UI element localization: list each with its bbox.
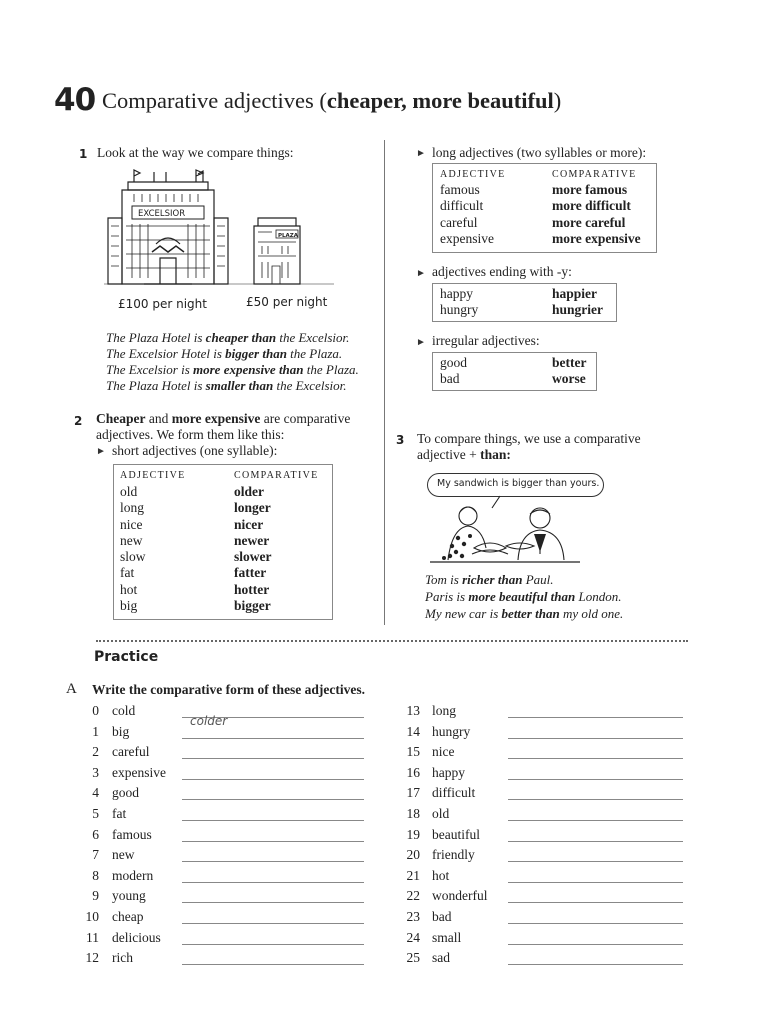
table-header-comparative: COMPARATIVE (234, 470, 319, 481)
exercise-item (0, 950, 768, 968)
exercise-number: 3 (92, 764, 99, 780)
exercise-adjective: new (112, 847, 135, 863)
exercise-number: 22 (406, 888, 420, 904)
exercise-number: 4 (92, 785, 99, 801)
answer-field[interactable] (508, 738, 683, 739)
section-2-line-2: adjectives. We form them like this: (96, 427, 285, 442)
excelsior-sign: EXCELSIOR (138, 209, 186, 219)
exercise-adjective: hungry (432, 723, 471, 739)
exercise-adjective: friendly (432, 847, 475, 863)
answer-field[interactable] (508, 758, 683, 759)
exercise-number: 9 (92, 888, 99, 904)
table-row: happy hungry (440, 286, 479, 318)
column-divider (384, 140, 385, 625)
exercise-item (0, 888, 768, 906)
unit-title: Comparative adjectives (cheaper, more beautiful) (102, 88, 562, 113)
hotels-illustration (104, 166, 344, 292)
exercise-number: 7 (92, 847, 99, 863)
exercise-number: 13 (406, 703, 420, 718)
exercise-adjective: long (432, 703, 457, 718)
plaza-sign: PLAZA (278, 233, 299, 239)
answer-field[interactable] (508, 882, 683, 883)
exercise-adjective: happy (432, 764, 465, 780)
table-row: happier hungrier (552, 286, 604, 318)
section-1-intro: Look at the way we compare things: (97, 145, 294, 160)
exercise-item (0, 703, 768, 721)
answer-field[interactable] (508, 820, 683, 821)
exercise-adjective: expensive (112, 764, 166, 780)
table-header-comparative: COMPARATIVE (552, 169, 637, 180)
answer-field[interactable] (508, 923, 683, 924)
section-2-line-1: Cheaper and more expensive are comparative (96, 411, 351, 426)
exercise-item (0, 765, 768, 783)
exercise-adjective: small (432, 929, 462, 945)
exercise-letter: A (66, 681, 77, 697)
speech-bubble-text: My sandwich is bigger than yours. (437, 478, 600, 489)
exercise-adjective: young (112, 888, 146, 904)
exercise-adjective: bad (432, 909, 452, 924)
exercise-adjective: good (112, 785, 139, 801)
arrow-bullet-icon: ► (416, 268, 426, 279)
example-sentence: The Plaza Hotel is smaller than the Excelsior. (106, 378, 347, 393)
exercise-adjective: careful (112, 744, 150, 760)
example-sentence: The Excelsior is more expensive than the Plaza. (106, 362, 359, 377)
exercise-instruction: Write the comparative form of these adjectives. (92, 682, 366, 697)
irregular-adjectives-table (432, 352, 597, 391)
exercise-adjective: difficult (432, 785, 476, 801)
table-row: old long nice new slow fat hot big (120, 484, 146, 614)
exercise-adjective: hot (432, 867, 450, 883)
exercise-number: 10 (85, 909, 99, 924)
price-plaza: £50 per night (246, 295, 328, 309)
answer-field[interactable] (508, 717, 683, 718)
exercise-adjective: famous (112, 826, 152, 842)
exercise-item (0, 806, 768, 824)
exercise-number: 14 (406, 723, 420, 739)
exercise-number: 1 (92, 723, 99, 739)
y-adjectives-table (432, 283, 617, 322)
example-sentence: Paris is more beautiful than London. (425, 589, 622, 604)
exercise-adjective: rich (112, 950, 133, 966)
exercise-adjective: fat (112, 806, 127, 821)
exercise-adjective: cheap (112, 909, 144, 924)
exercise-number: 12 (85, 950, 99, 966)
short-adjectives-label: short adjectives (one syllable): (112, 443, 278, 458)
answer-field[interactable] (508, 841, 683, 842)
exercise-item (0, 744, 768, 762)
exercise-number: 15 (406, 744, 420, 760)
exercise-item (0, 827, 768, 845)
arrow-bullet-icon: ► (416, 337, 426, 348)
section-1-number: 1 (79, 147, 88, 161)
exercise-number: 21 (406, 867, 420, 883)
exercise-adjective: wonderful (432, 888, 488, 904)
answer-field[interactable] (508, 799, 683, 800)
exercise-number: 5 (92, 806, 99, 821)
answer-field[interactable] (508, 964, 683, 965)
exercise-item (0, 724, 768, 742)
exercise-number: 2 (92, 744, 99, 760)
exercise-number: 20 (406, 847, 420, 863)
table-row: better worse (552, 355, 587, 387)
table-row: older longer nicer newer slower fatter hotter bigger (234, 484, 272, 614)
answer-field[interactable] (508, 779, 683, 780)
example-sentence: The Excelsior Hotel is bigger than the Plaza. (106, 346, 343, 361)
table-header-adjective: ADJECTIVE (440, 169, 506, 180)
exercise-number: 16 (406, 764, 420, 780)
table-header-adjective: ADJECTIVE (120, 470, 186, 481)
exercise-number: 24 (406, 929, 420, 945)
dotted-divider (96, 640, 688, 642)
section-3-line-2: adjective + than: (417, 447, 511, 462)
long-adjectives-table (432, 163, 657, 253)
exercise-number: 25 (406, 950, 420, 966)
long-adjectives-label: long adjectives (two syllables or more): (432, 145, 647, 160)
exercise-adjective: nice (432, 744, 455, 760)
table-row: famous difficult careful expensive (440, 182, 494, 246)
exercise-adjective: cold (112, 703, 136, 718)
practice-heading: Practice (94, 649, 159, 665)
exercise-adjective: delicious (112, 929, 161, 945)
exercise-item (0, 930, 768, 948)
exercise-number: 0 (92, 703, 99, 718)
example-sentence: Tom is richer than Paul. (425, 572, 554, 587)
irregular-adjectives-label: irregular adjectives: (432, 333, 540, 348)
exercise-adjective: old (432, 806, 450, 821)
exercise-adjective: sad (432, 950, 450, 966)
short-adjectives-table (113, 464, 333, 620)
exercise-number: 6 (92, 826, 99, 842)
unit-number: 40 (54, 82, 96, 118)
exercise-adjective: big (112, 723, 130, 739)
diners-illustration (430, 494, 580, 568)
exercise-number: 8 (92, 867, 99, 883)
exercise-number: 11 (86, 929, 99, 945)
exercise-item (0, 909, 768, 927)
answer-field[interactable] (508, 902, 683, 903)
example-sentence: The Plaza Hotel is cheaper than the Excelsior. (106, 330, 350, 345)
exercise-adjective: beautiful (432, 826, 480, 842)
table-row: good bad (440, 355, 467, 387)
answer-text: colder (190, 714, 228, 728)
exercise-item (0, 868, 768, 886)
answer-field[interactable] (508, 861, 683, 862)
exercise-number: 19 (406, 826, 420, 842)
section-2-number: 2 (74, 414, 83, 428)
exercise-number: 23 (406, 909, 420, 924)
section-3-number: 3 (396, 433, 405, 447)
section-3-line-1: To compare things, we use a comparative (417, 431, 641, 446)
arrow-bullet-icon: ► (96, 446, 106, 457)
arrow-bullet-icon: ► (416, 148, 426, 159)
answer-field[interactable] (508, 944, 683, 945)
y-adjectives-label: adjectives ending with -y: (432, 264, 572, 279)
price-excelsior: £100 per night (118, 297, 207, 311)
example-sentence: My new car is better than my old one. (425, 606, 624, 621)
exercise-number: 18 (406, 806, 420, 821)
exercise-item (0, 847, 768, 865)
exercise-number: 17 (406, 785, 420, 801)
table-row: more famous more difficult more careful more expensive (552, 182, 641, 246)
exercise-item (0, 785, 768, 803)
exercise-adjective: modern (112, 867, 154, 883)
